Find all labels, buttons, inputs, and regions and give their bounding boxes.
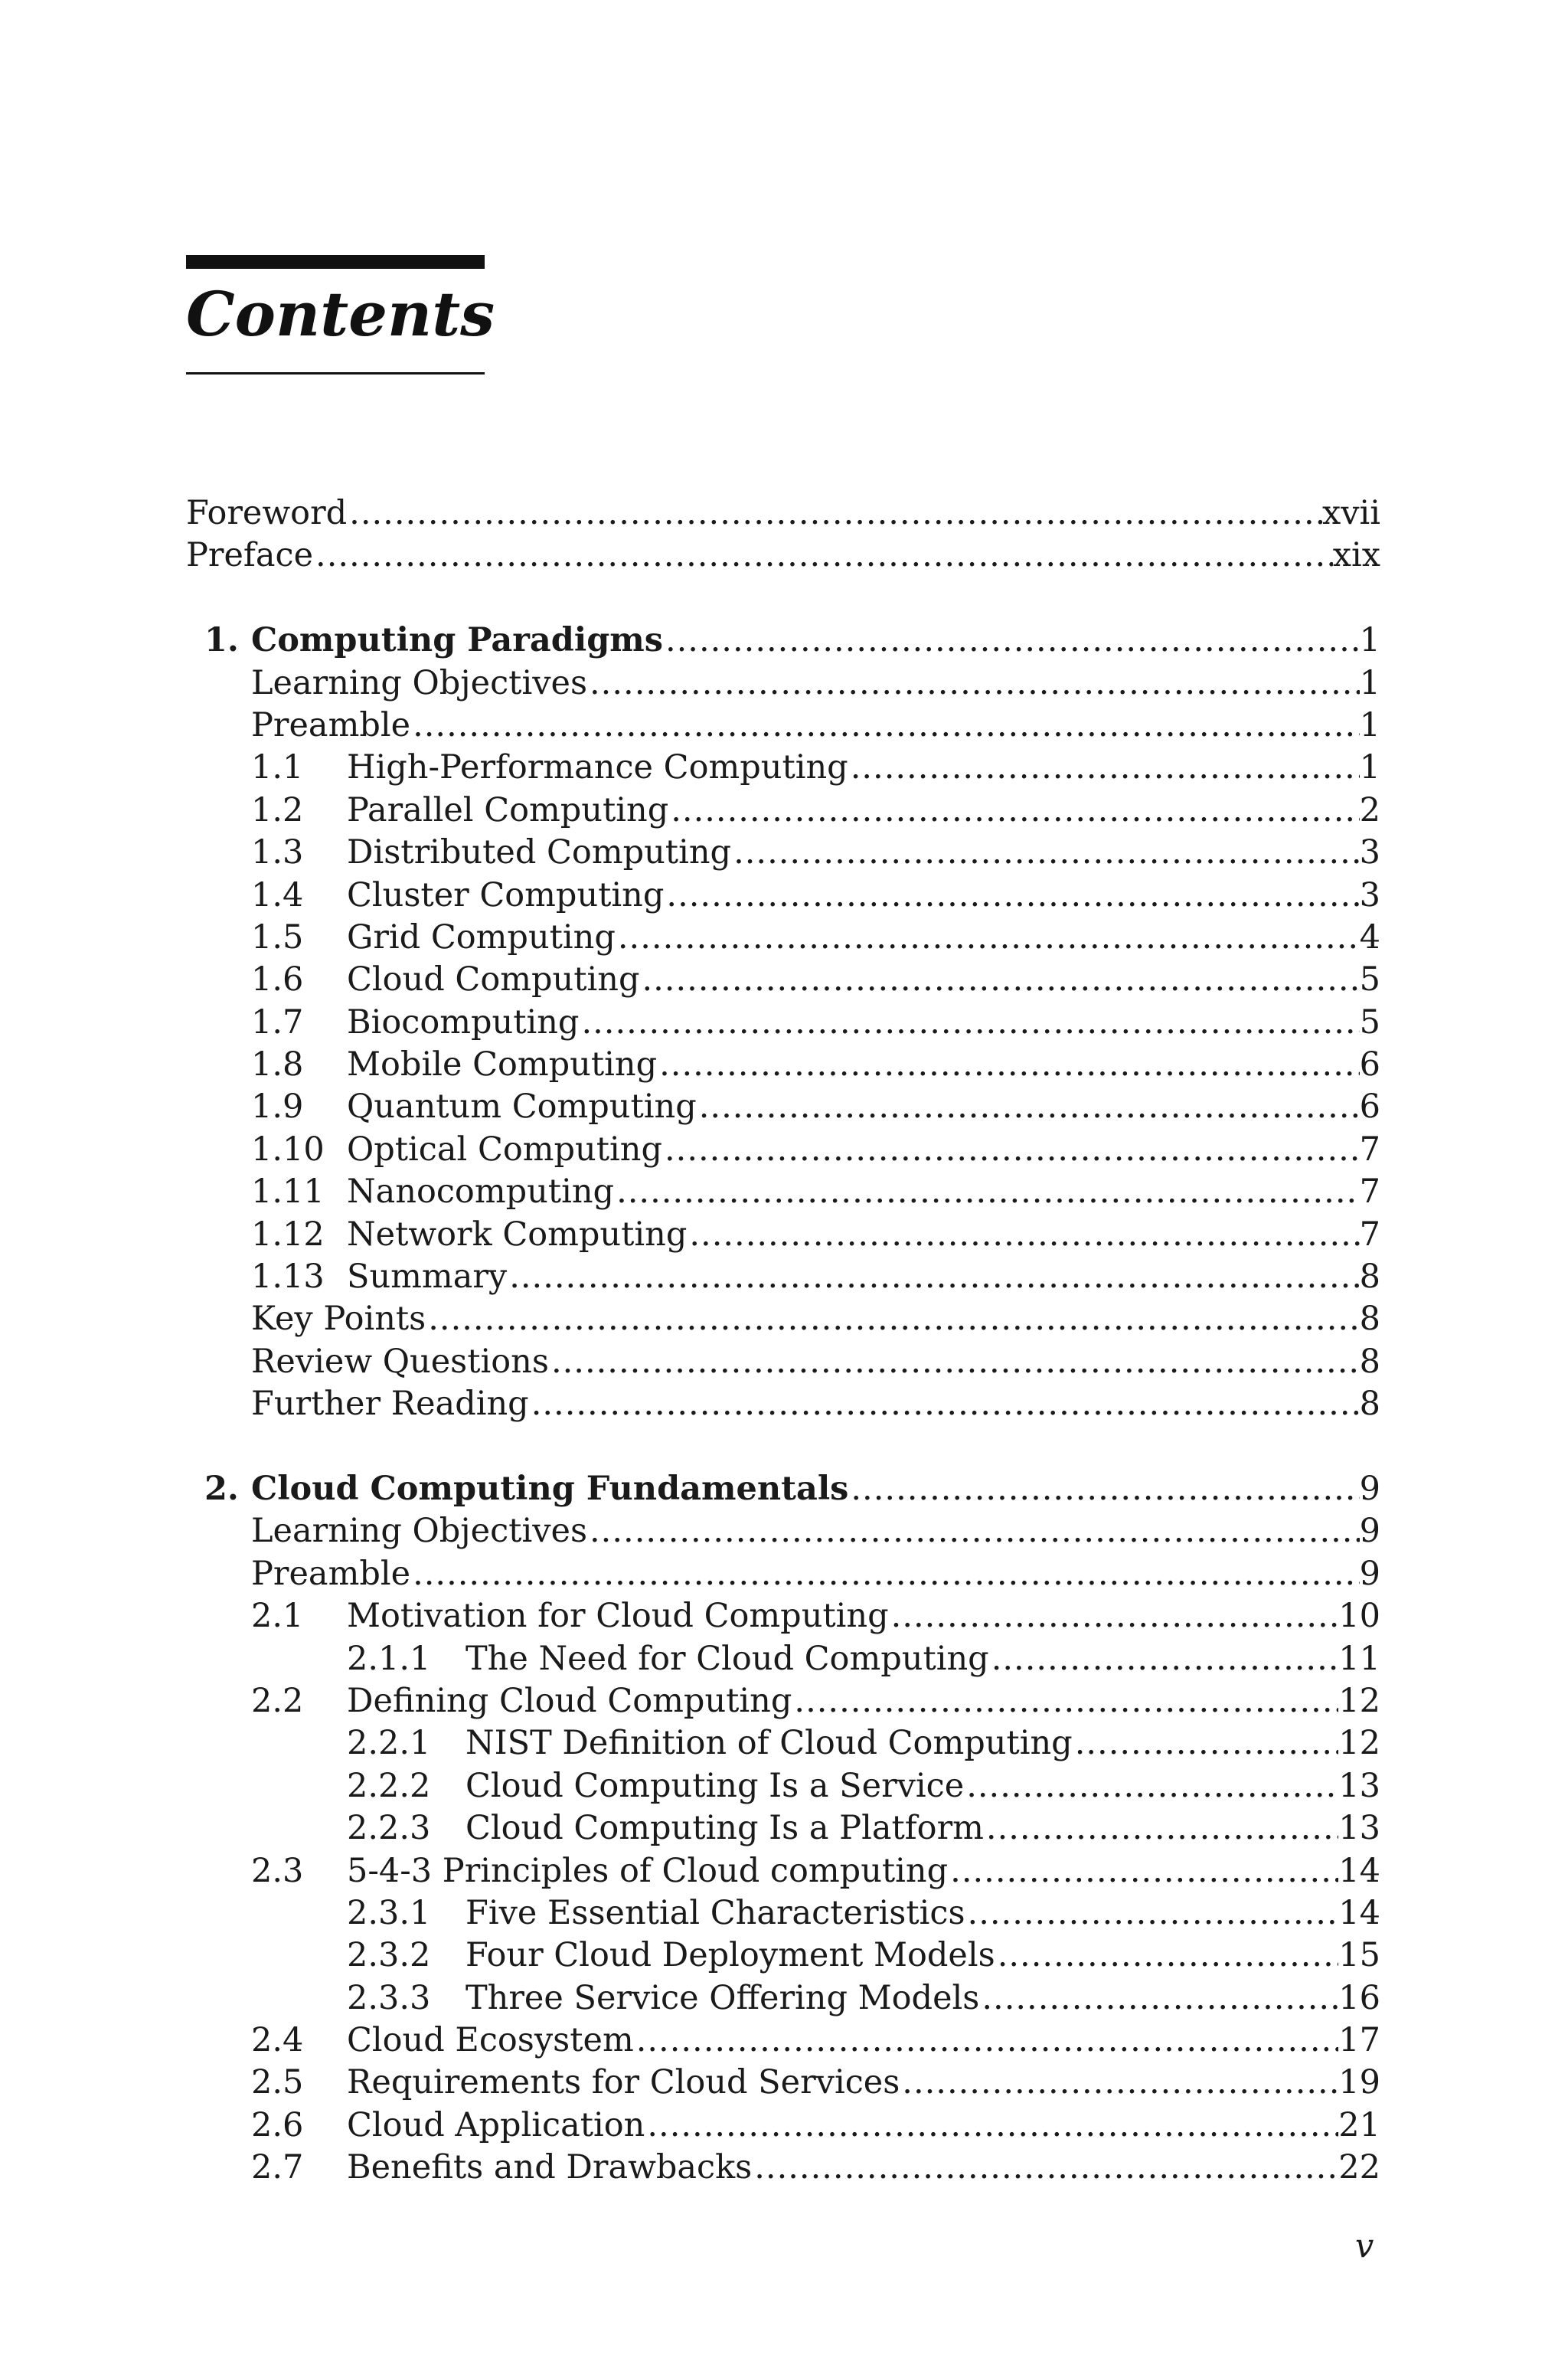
toc-entry[interactable] [186,1553,1380,1595]
dot-leader [900,2062,1338,2104]
dot-leader [1073,1722,1339,1765]
toc-entry-label: Benefits and Drawbacks [347,2148,753,2187]
dot-leader [995,1935,1339,1977]
toc-entry-page: 1 [1359,705,1380,744]
toc-entry-page: 7 [1359,1130,1380,1169]
toc-entry-page: 9 [1359,1554,1380,1593]
toc-entry-page: 22 [1338,2148,1380,2187]
dot-leader [410,1553,1360,1595]
toc-entry-number: 2.3 [251,1851,304,1890]
toc-entry-number: 2.6 [251,2105,304,2144]
toc-entry[interactable] [186,747,1380,789]
toc-entry-number: 2.3.1 [347,1893,431,1932]
toc-entry-page: 6 [1359,1088,1380,1127]
toc-entry-label: Foreword [186,494,348,532]
toc-entry-number: 1.3 [251,833,304,872]
title-top-bar [186,255,485,269]
toc-entry-page: 21 [1338,2105,1380,2144]
toc-entry-page: 16 [1338,1978,1380,2017]
toc-entry-page: 5 [1359,960,1380,999]
toc-entry-label: Nanocomputing [347,1173,615,1212]
toc-entry[interactable] [186,1044,1380,1086]
dot-leader [948,1850,1338,1892]
toc-spacer [186,577,1380,620]
toc-entry-page: xvii [1321,494,1380,532]
toc-entry-label: Learning Objectives [251,1512,588,1551]
dot-leader [587,1510,1360,1552]
toc-entry-number: 2.4 [251,2021,304,2060]
toc-entry-page: 14 [1338,1893,1380,1932]
dot-leader [662,1129,1360,1171]
toc-entry[interactable] [186,1129,1380,1171]
toc-entry-label: Preamble [251,705,411,744]
dot-leader [634,2020,1339,2062]
toc-entry[interactable] [186,1765,1380,1807]
toc-entry-number: 2.5 [251,2063,304,2102]
toc-entry-label: Four Cloud Deployment Models [466,1936,995,1975]
toc-entry-label: Network Computing [347,1215,688,1254]
toc-entry-label: Cluster Computing [347,875,665,914]
toc-entry-label: Review Questions [251,1342,549,1381]
toc-entry-number: 1.13 [251,1258,325,1297]
toc-entry-page: 8 [1359,1385,1380,1424]
toc-entry-label: Computing Paradigms [251,621,663,660]
toc-entry-page: 3 [1359,875,1380,914]
toc-entry[interactable] [186,1298,1380,1340]
toc-entry-number: 2.2.1 [347,1724,431,1763]
toc-entry[interactable] [186,1383,1380,1425]
toc-entry-label: Cloud Computing Is a Service [466,1766,965,1805]
toc-entry-page: 15 [1338,1936,1380,1975]
dot-leader [587,662,1360,705]
toc-entry-label: Requirements for Cloud Services [347,2063,900,2102]
dot-leader [965,1892,1339,1935]
dot-leader [347,492,1322,535]
toc-entry-label: Cloud Computing Is a Platform [466,1809,984,1848]
dot-leader [889,1595,1339,1637]
toc-entry[interactable] [186,2062,1380,2104]
toc-entry-label: Parallel Computing [347,790,669,829]
toc-entry-page: 12 [1338,1724,1380,1763]
dot-leader [507,1256,1359,1298]
toc-entry-page: 1 [1359,663,1380,702]
toc-entry-page: 8 [1359,1258,1380,1297]
toc-entry-label: Further Reading [251,1385,529,1424]
toc-entry-label: High-Performance Computing [347,748,848,787]
toc-entry-label: Five Essential Characteristics [466,1893,965,1932]
toc-entry[interactable] [186,959,1380,1001]
dot-leader [529,1383,1360,1425]
toc-entry-page: 1 [1359,621,1380,660]
toc-entry[interactable] [186,1850,1380,1892]
toc-entry[interactable] [186,1680,1380,1722]
toc-entry-number: 1.7 [251,1002,304,1042]
toc-entry-label: Preface [186,536,314,575]
table-of-contents [186,492,1380,2190]
dot-leader [657,1044,1360,1086]
page-number: v [1355,2227,1374,2265]
dot-leader [426,1298,1359,1340]
toc-entry-page: 7 [1359,1215,1380,1254]
toc-entry-number: 2.2.3 [347,1809,431,1848]
toc-entry-label: Distributed Computing [347,833,732,872]
toc-entry-label: Preamble [251,1554,411,1593]
dot-leader [313,535,1333,577]
toc-entry-label: Biocomputing [347,1002,580,1042]
toc-entry-label: Mobile Computing [347,1045,658,1084]
dot-leader [614,1171,1360,1213]
toc-entry[interactable] [186,492,1380,535]
toc-entry[interactable] [186,1256,1380,1298]
toc-entry-page: xix [1332,536,1380,575]
dot-leader [645,2105,1338,2147]
toc-entry-label: Key Points [251,1300,426,1339]
dot-leader [687,1214,1359,1256]
toc-entry[interactable] [186,1977,1380,2020]
toc-entry-page: 1 [1359,748,1380,787]
toc-entry-page: 9 [1359,1469,1380,1508]
toc-entry[interactable] [186,1214,1380,1256]
toc-entry-label: The Need for Cloud Computing [466,1639,989,1678]
toc-entry-number: 1.6 [251,960,304,999]
toc-entry[interactable] [186,1722,1380,1765]
toc-entry[interactable] [186,1638,1380,1680]
toc-entry[interactable] [186,1595,1380,1637]
dot-leader [848,1468,1359,1510]
toc-entry-page: 3 [1359,833,1380,872]
toc-entry-page: 8 [1359,1300,1380,1339]
toc-entry-page: 2 [1359,790,1380,829]
toc-entry-label: Cloud Computing Fundamentals [251,1469,849,1508]
toc-entry-number: 2. [204,1469,239,1508]
toc-entry-page: 7 [1359,1173,1380,1212]
toc-entry-label: Optical Computing [347,1130,662,1169]
toc-entry-number: 2.7 [251,2148,304,2187]
toc-entry-number: 2.2 [251,1681,304,1720]
toc-entry-page: 12 [1338,1681,1380,1720]
toc-entry[interactable] [186,2105,1380,2147]
toc-entry-label: Summary [347,1258,508,1297]
toc-entry-page: 14 [1338,1851,1380,1890]
toc-entry[interactable] [186,1086,1380,1128]
dot-leader [989,1638,1339,1680]
toc-entry-label: Three Service Offering Models [466,1978,980,2017]
dot-leader [668,790,1359,832]
toc-entry[interactable] [186,1002,1380,1044]
toc-entry-label: Cloud Computing [347,960,640,999]
toc-entry-number: 1.5 [251,917,304,957]
toc-entry-page: 13 [1338,1766,1380,1805]
toc-entry-label: Cloud Application [347,2105,645,2144]
toc-entry-page: 11 [1338,1639,1380,1678]
toc-entry[interactable] [186,535,1380,577]
dot-leader [731,832,1360,874]
dot-leader [639,959,1359,1001]
toc-entry[interactable] [186,1807,1380,1850]
dot-leader [616,917,1360,959]
dot-leader [964,1765,1338,1807]
toc-entry-number: 1.2 [251,790,304,829]
toc-entry-number: 2.3.3 [347,1978,431,2017]
toc-entry-label: 5-4-3 Principles of Cloud computing [347,1851,949,1890]
toc-entry[interactable] [186,1510,1380,1552]
toc-entry-number: 2.1 [251,1597,304,1636]
toc-entry-label: Grid Computing [347,917,616,957]
toc-entry-page: 4 [1359,917,1380,957]
dot-leader [663,620,1360,662]
title-underline [186,372,485,374]
toc-entry-page: 17 [1338,2021,1380,2060]
toc-entry[interactable] [186,917,1380,959]
toc-entry-page: 6 [1359,1045,1380,1084]
toc-entry-number: 1.8 [251,1045,304,1084]
toc-entry[interactable] [186,790,1380,832]
toc-entry-number: 1.9 [251,1088,304,1127]
toc-entry-page: 13 [1338,1809,1380,1848]
toc-entry-label: Cloud Ecosystem [347,2021,634,2060]
page-title: Contents [186,278,495,350]
toc-entry-page: 8 [1359,1342,1380,1381]
toc-entry-page: 10 [1338,1597,1380,1636]
toc-entry-number: 2.2.2 [347,1766,431,1805]
toc-entry-label: Quantum Computing [347,1088,697,1127]
toc-entry[interactable] [186,2020,1380,2062]
toc-entry[interactable] [186,1892,1380,1935]
toc-entry-page: 9 [1359,1512,1380,1551]
toc-entry-number: 2.1.1 [347,1639,431,1678]
toc-entry-page: 19 [1338,2063,1380,2102]
dot-leader [410,705,1360,747]
toc-entry[interactable] [186,1935,1380,1977]
dot-leader [792,1680,1338,1722]
toc-entry[interactable] [186,662,1380,705]
toc-entry[interactable] [186,875,1380,917]
toc-entry-number: 1.10 [251,1130,325,1169]
toc-entry-number: 1.11 [251,1173,325,1212]
toc-entry[interactable] [186,832,1380,874]
toc-entry-label: Learning Objectives [251,663,588,702]
toc-spacer [186,1426,1380,1468]
toc-entry[interactable] [186,1341,1380,1383]
toc-entry[interactable] [186,2147,1380,2189]
toc-chapter-entry[interactable] [186,1468,1380,1510]
toc-entry-number: 1.1 [251,748,304,787]
toc-entry-number: 1.12 [251,1215,325,1254]
toc-entry-number: 1. [204,621,239,660]
dot-leader [984,1807,1338,1850]
toc-entry-number: 2.3.2 [347,1936,431,1975]
dot-leader [579,1002,1359,1044]
toc-entry[interactable] [186,1171,1380,1213]
toc-chapter-entry[interactable] [186,620,1380,662]
toc-entry-label: Motivation for Cloud Computing [347,1597,889,1636]
dot-leader [979,1977,1338,2020]
dot-leader [752,2147,1338,2189]
toc-entry-number: 1.4 [251,875,304,914]
toc-entry-label: Defining Cloud Computing [347,1681,792,1720]
dot-leader [549,1341,1360,1383]
dot-leader [697,1086,1360,1128]
toc-entry-page: 5 [1359,1002,1380,1042]
toc-entry-label: NIST Definition of Cloud Computing [466,1724,1073,1763]
dot-leader [848,747,1360,789]
dot-leader [664,875,1359,917]
toc-entry[interactable] [186,705,1380,747]
